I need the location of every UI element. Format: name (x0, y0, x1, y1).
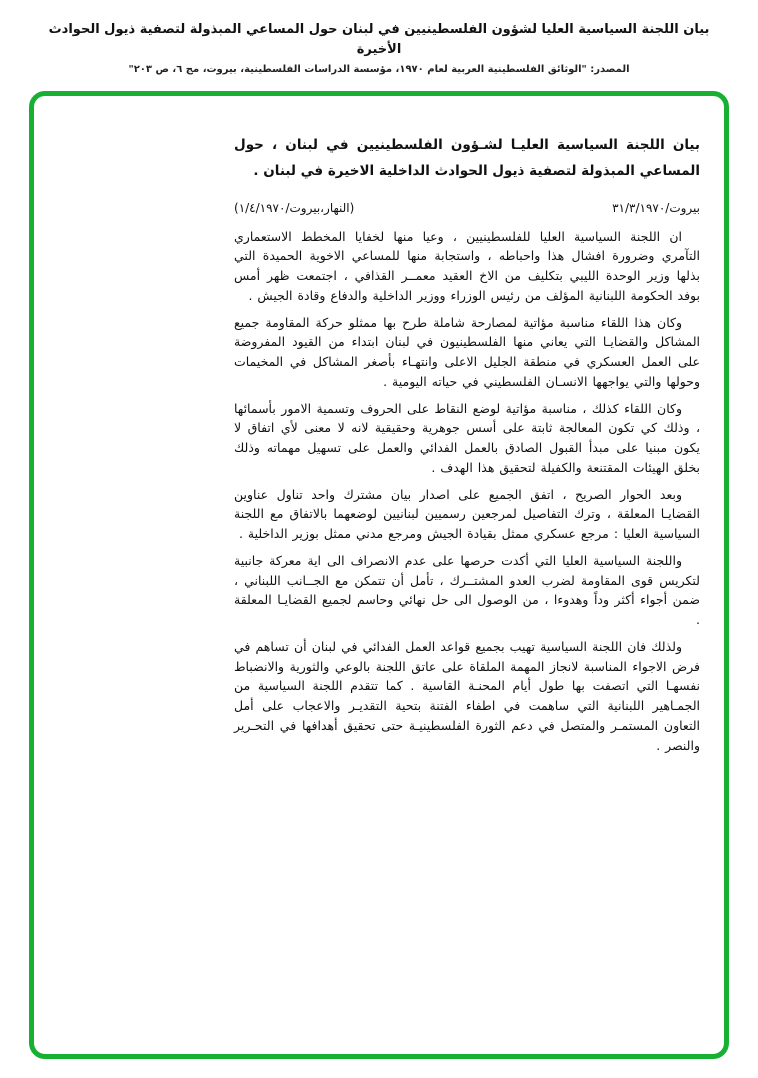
statement-paragraph: وبعد الحوار الصريح ، اتفق الجميع على اصدار بيان مشترك واحد تناول عناوين القضايـا المعلقة ، وترك التفاصيل لمرجعين رسميين لبنانيين لوضعهما بالاتفاق مع اللجنة السياسية العليا : مرجع عسكري ممثل بقيادة الجيش ومرجع مدني ممثل بوزير الداخلية . (234, 486, 700, 542)
statement-paragraph: ان اللجنة السياسية العليا للفلسطينيين ، وعيا منها لخفايا المخطط الاستعماري التآمري وضرورة افشال هذا واحباطه ، واستجابة منها للمساعي الاخوية الحميدة التي بذلها وزير الوحدة الليبي بتكليف من الاخ العقيد معمــر القذافي ، اجتمعت ظهر أمس بوفد الحكومة اللبنانية المؤلف من رئيس الوزراء ووزير الداخلية والدفاع وقادة الجيش . (234, 228, 700, 303)
statement-paragraph: وكان اللقاء كذلك ، مناسبة مؤاتية لوضع النقاط على الحروف وتسمية الامور بأسمائها ، وذلك كي تكون المعالجة ثابتة على أسس جوهرية وحقيقية لانه لا معنى لأي اتفاق لا يكون مبنيا على مبدأ القبول الصادق بالعمل الفدائي والعمل على تسهيل مهماته وذلك بخلق الهيئات المقتنعة والكفيلة لتحقيق هذا الهدف . (234, 400, 700, 475)
document-border (29, 91, 729, 1059)
statement-paragraph: وكان هذا اللقاء مناسبة مؤاتية لمصارحة شاملة طرح بها ممثلو حركة المقاومة جميع المشاكل والقضايـا التي يعاني منها الفلسطينيون في لبنان ابتداء من القيود المفروضة على العمل العسكري في منطقة الجليل الاعلى وانتهـاء بأصغر المشاكل في المخيمات وحولها والتي يواجهها الانسـان الفلسطيني في حياته اليومية . (234, 314, 700, 389)
source-citation: المصدر: "الوثائق الفلسطينية العربية لعام ١٩٧٠، مؤسسة الدراسات الفلسطينية، بيروت، مج ٦، ص ٢٠٣" (128, 64, 630, 75)
dateline: بيروت/٣١/٣/١٩٧٠ (612, 200, 700, 215)
dateline-row (234, 201, 700, 215)
statement-title: بيان اللجنة السياسية العليـا لشـؤون الفلسطينيين في لبنان ، حول المساعي المبذولة لتصفية ذيول الحوادث الداخلية الاخيرة في لبنان . (234, 137, 700, 180)
statement-body (234, 227, 700, 756)
statement-paragraph: واللجنة السياسية العليا التي أكدت حرصها على عدم الانصراف الى اية معركة جانبية لتكريس قوى المقاومة لضرب العدو المشتــرك ، تأمل أن تتمكن مع الجــانب اللبناني ، ضمن أجواء أكثر وداً وهدوءا ، من الوصول الى حل نهائي وحاسم لجميع القضايـا المعلقة . (234, 552, 700, 628)
statement-paragraph: ولذلك فان اللجنة السياسية تهيب بجميع قواعد العمل الفدائي في لبنان أن تساهم في فرض الاجواء المناسبة لانجاز المهمة الملقاة على عاتق اللجنة بالوعي والثورية والانضباط نفسهـا التي اتصفت بها طول أيام المحنـة القاسية . كما تتقدم اللجنة السياسية من الجمـاهير اللبنانية التي ساهمت في اطفاء الفتنة بتحية التقديـر والاعجاب على أمل التعاون المستمـر والمتصل في دعم الثورة الفلسطينيـة حتى تحقيق أهدافها في التحـرير والنصر . (234, 638, 700, 753)
newspaper-reference: (النهار،بيروت/١/٤/١٩٧٠) (234, 200, 355, 215)
page-header (0, 0, 758, 75)
page-title: بيان اللجنة السياسية العليا لشؤون الفلسطينيين في لبنان حول المساعي المبذولة لتصفية ذيول الحوادث الأخيرة (48, 22, 710, 57)
